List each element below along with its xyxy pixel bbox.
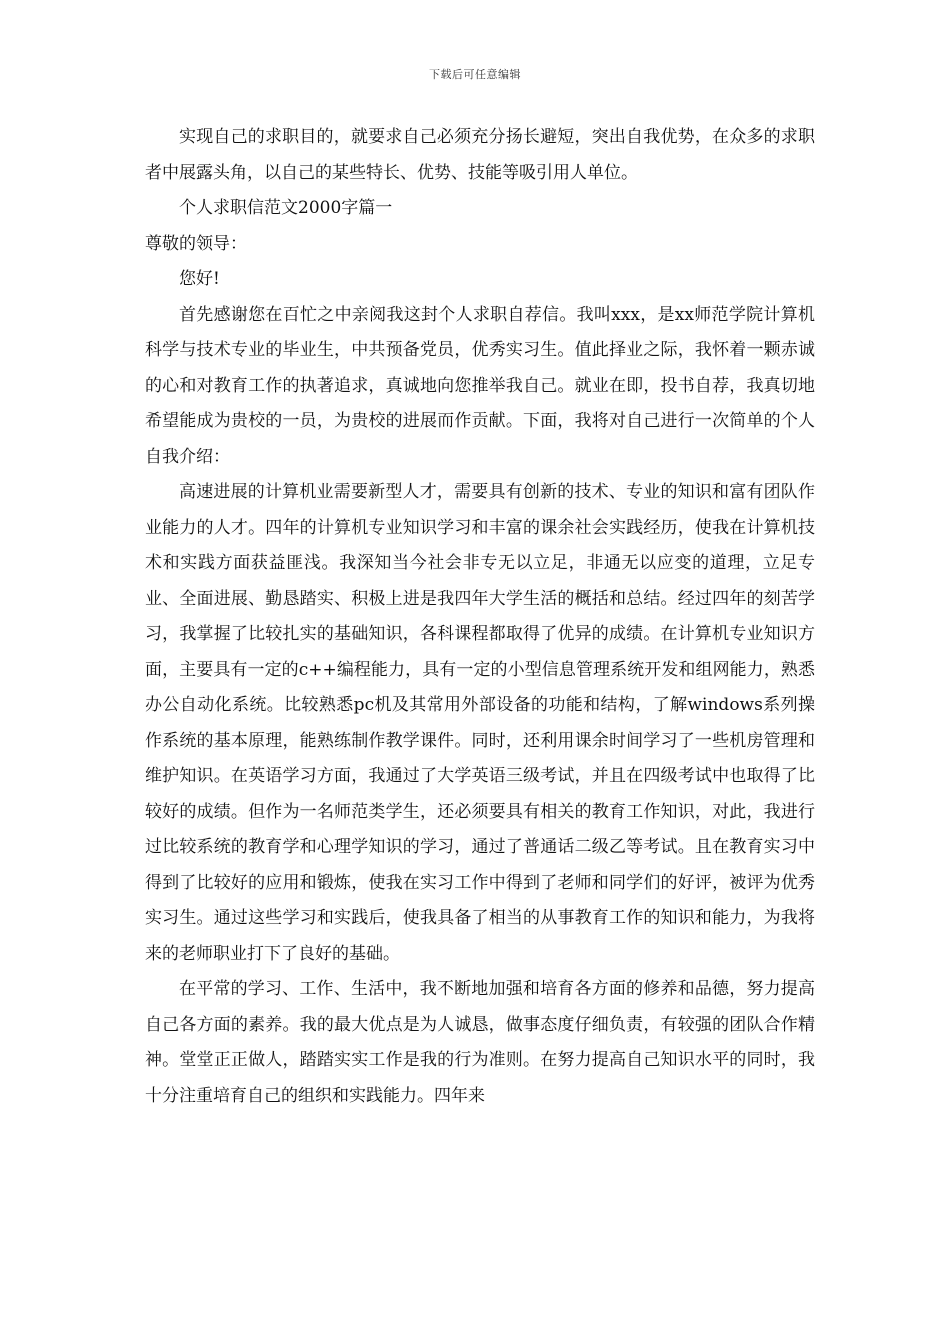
paragraph-self-intro: 首先感谢您在百忙之中亲阅我这封个人求职自荐信。我叫xxx，是xx师范学院计算机科学与技术专业的毕业生，中共预备党员，优秀实习生。值此择业之际，我怀着一颗赤诚的心和对教育工作的执著追求，真诚地向您推举我自己。就业在即，投书自荐，我真切地希望能成为贵校的一员，为贵校的进展而作贡献。下面，我将对自己进行一次简单的个人自我介绍：: [145, 304, 815, 467]
paragraph-character: 在平常的学习、工作、生活中，我不断地加强和培育各方面的修养和品德，努力提高自己各方面的素养。我的最大优点是为人诚恳，做事态度仔细负责，有较强的团队合作精神。堂堂正正做人，踏踏实实工作是我的行为准则。在努力提高自己知识水平的同时，我十分注重培育自己的组织和实践能力。四年来: [145, 979, 815, 1106]
paragraph-skills: 高速进展的计算机业需要新型人才，需要具有创新的技术、专业的知识和富有团队作业能力的人才。四年的计算机专业知识学习和丰富的课余社会实践经历，使我在计算机技术和实践方面获益匪浅。我深知当今社会非专无以立足，非通无以应变的道理，立足专业、全面进展、勤恳踏实、积极上进是我四年大学生活的概括和总结。经过四年的刻苦学习，我掌握了比较扎实的基础知识，各科课程都取得了优异的成绩。在计算机专业知识方面，主要具有一定的c++编程能力，具有一定的小型信息管理系统开发和组网能力，熟悉办公自动化系统。比较熟悉pc机及其常用外部设备的功能和结构，了解windows系列操作系统的基本原理，能熟练制作教学课件。同时，还利用课余时间学习了一些机房管理和维护知识。在英语学习方面，我通过了大学英语三级考试，并且在四级考试中也取得了比较好的成绩。但作为一名师范类学生，还必须要具有相关的教育工作知识，对此，我进行过比较系统的教育学和心理学知识的学习，通过了普通话二级乙等考试。且在教育实习中得到了比较好的应用和锻炼，使我在实习工作中得到了老师和同学们的好评，被评为优秀实习生。通过这些学习和实践后，使我具备了相当的从事教育工作的知识和能力，为我将来的老师职业打下了良好的基础。: [145, 482, 815, 964]
greeting: 您好!: [179, 269, 220, 289]
page-header: 下载后可任意编辑: [429, 68, 521, 81]
document-body: [145, 120, 815, 1114]
section-title: 个人求职信范文2000字篇一: [179, 198, 393, 218]
paragraph-intro: 实现自己的求职目的，就要求自己必须充分扬长避短，突出自我优势，在众多的求职者中展露头角，以自己的某些特长、优势、技能等吸引用人单位。: [145, 127, 815, 183]
salutation: 尊敬的领导：: [145, 233, 247, 254]
